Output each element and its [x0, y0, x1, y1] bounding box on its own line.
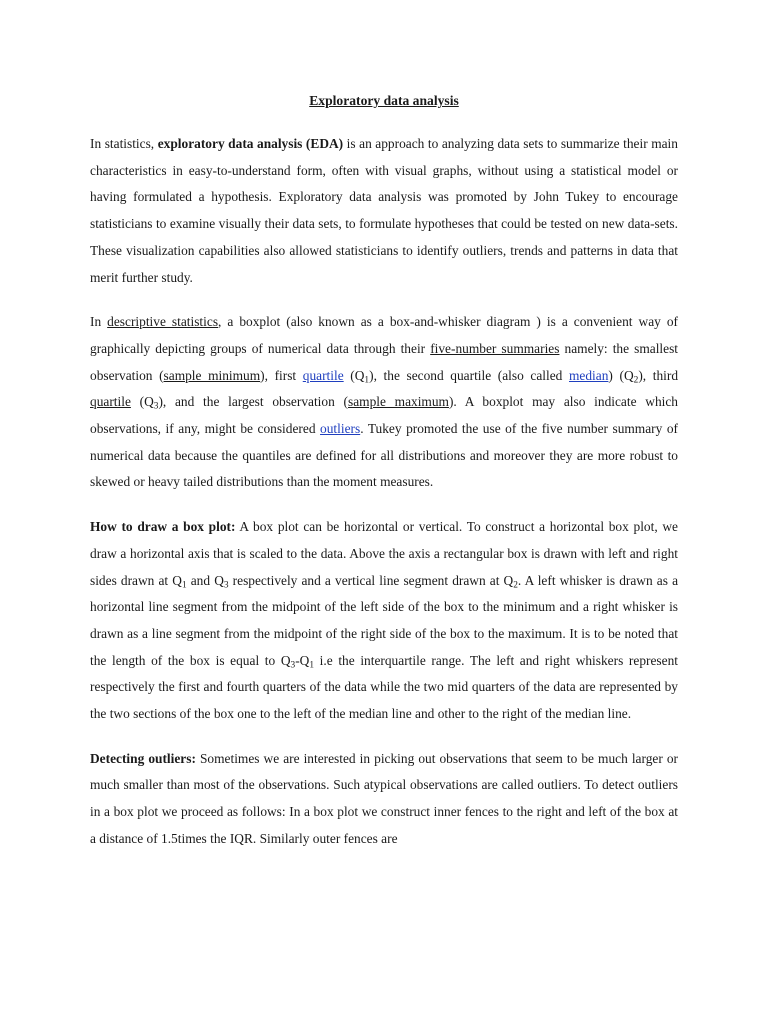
- paragraph-boxplot: [90, 309, 678, 496]
- eda-term: exploratory data analysis (EDA): [157, 136, 344, 151]
- text: is an approach to analyzing data sets to summarize their main characteristics in easy-to-understand form, often with visual graphs, without using a statistical model or having formulated a hypothesis. Exploratory data analysis was promoted by John Tukey to encourage statisticians to examine visually their data sets, to formulate hypotheses that could be tested on new data-sets. These visualization capabilities also allowed statisticians to identify outliers, trends and patterns in data that merit further study.: [90, 136, 678, 285]
- text: ), first: [260, 367, 303, 383]
- text: namely: the smallest observation (: [90, 340, 679, 383]
- text: respectively and a vertical line segment drawn at Q: [228, 572, 514, 588]
- subscript: 2: [633, 374, 639, 385]
- section-heading: How to draw a box plot:: [90, 519, 236, 535]
- paragraph-draw-box-plot: [90, 514, 678, 728]
- subscript: 3: [153, 401, 159, 412]
- subscript: 1: [309, 660, 315, 670]
- sample-minimum-link[interactable]: sample minimum: [163, 367, 261, 383]
- five-number-summaries-link[interactable]: five-number summaries: [430, 340, 560, 356]
- text: ), third: [638, 367, 679, 383]
- subscript: 1: [181, 579, 187, 590]
- text: In statistics,: [90, 136, 158, 151]
- text: and Q: [186, 572, 224, 588]
- document-title: Exploratory data analysis: [309, 93, 459, 108]
- text: (Q: [343, 367, 365, 383]
- text: . Tukey promoted the use of the five number summary of numerical data because the quantiles are defined for all distributions and moreover they are more robust to skewed or heavy tailed distributions than the moment measures.: [90, 421, 678, 490]
- text: ), the second quartile (also called: [369, 367, 569, 383]
- subscript: 1: [364, 374, 370, 385]
- subscript: 3: [223, 579, 229, 590]
- text: A box plot can be horizontal or vertical. To construct a horizontal box plot, we draw a horizontal axis that is scaled to the data. Above the axis a rectangular box is drawn with left and right sides drawn at Q: [90, 519, 678, 588]
- median-link[interactable]: median: [569, 367, 609, 383]
- quartile-link-2[interactable]: quartile: [90, 394, 131, 410]
- text: ). A boxplot may also indicate which observations, if any, might be considered: [90, 394, 678, 437]
- text: . A left whisker is drawn as a horizontal line segment from the midpoint of the left side of the box to the minimum and a right whisker is drawn as a line segment from the midpoint of the right side of the box to the maximum. It is to be noted that the length of the box is equal to Q: [90, 572, 679, 668]
- text: i.e the interquartile range. The left and right whiskers represent respectively the first and fourth quarters of the data while the two mid quarters of the data are represented by the two sections of the box one to the left of the median line and other to the right of the median line.: [90, 652, 678, 722]
- sample-maximum-link[interactable]: sample maximum: [348, 394, 449, 410]
- text: Sometimes we are interested in picking out observations that seem to be much larger or much smaller than most of the observations. Such atypical observations are called outliers. To detect outliers in a box plot we proceed as follows: In a box plot we construct inner fences to the right and left of the box at a distance of 1.5times the IQR. Similarly outer fences are: [90, 750, 678, 846]
- section-heading: Detecting outliers:: [90, 750, 196, 766]
- subscript: 3: [290, 660, 296, 670]
- text: ) (Q: [608, 367, 634, 383]
- text: (Q: [130, 394, 154, 410]
- descriptive-statistics-link[interactable]: descriptive statistics: [107, 314, 219, 330]
- text: , a boxplot (also known as a box-and-whisker diagram ) is a convenient way of graphically depicting groups of numerical data through their: [90, 314, 678, 356]
- text: -Q: [295, 652, 310, 668]
- paragraph-eda-intro: [90, 131, 678, 291]
- paragraph-detecting-outliers: [90, 746, 678, 853]
- document-page: [90, 88, 678, 871]
- text: In: [90, 314, 108, 330]
- subscript: 2: [513, 579, 518, 590]
- text: ), and the largest observation (: [158, 394, 348, 410]
- quartile-link[interactable]: quartile: [302, 367, 344, 383]
- outliers-link[interactable]: outliers: [320, 421, 361, 437]
